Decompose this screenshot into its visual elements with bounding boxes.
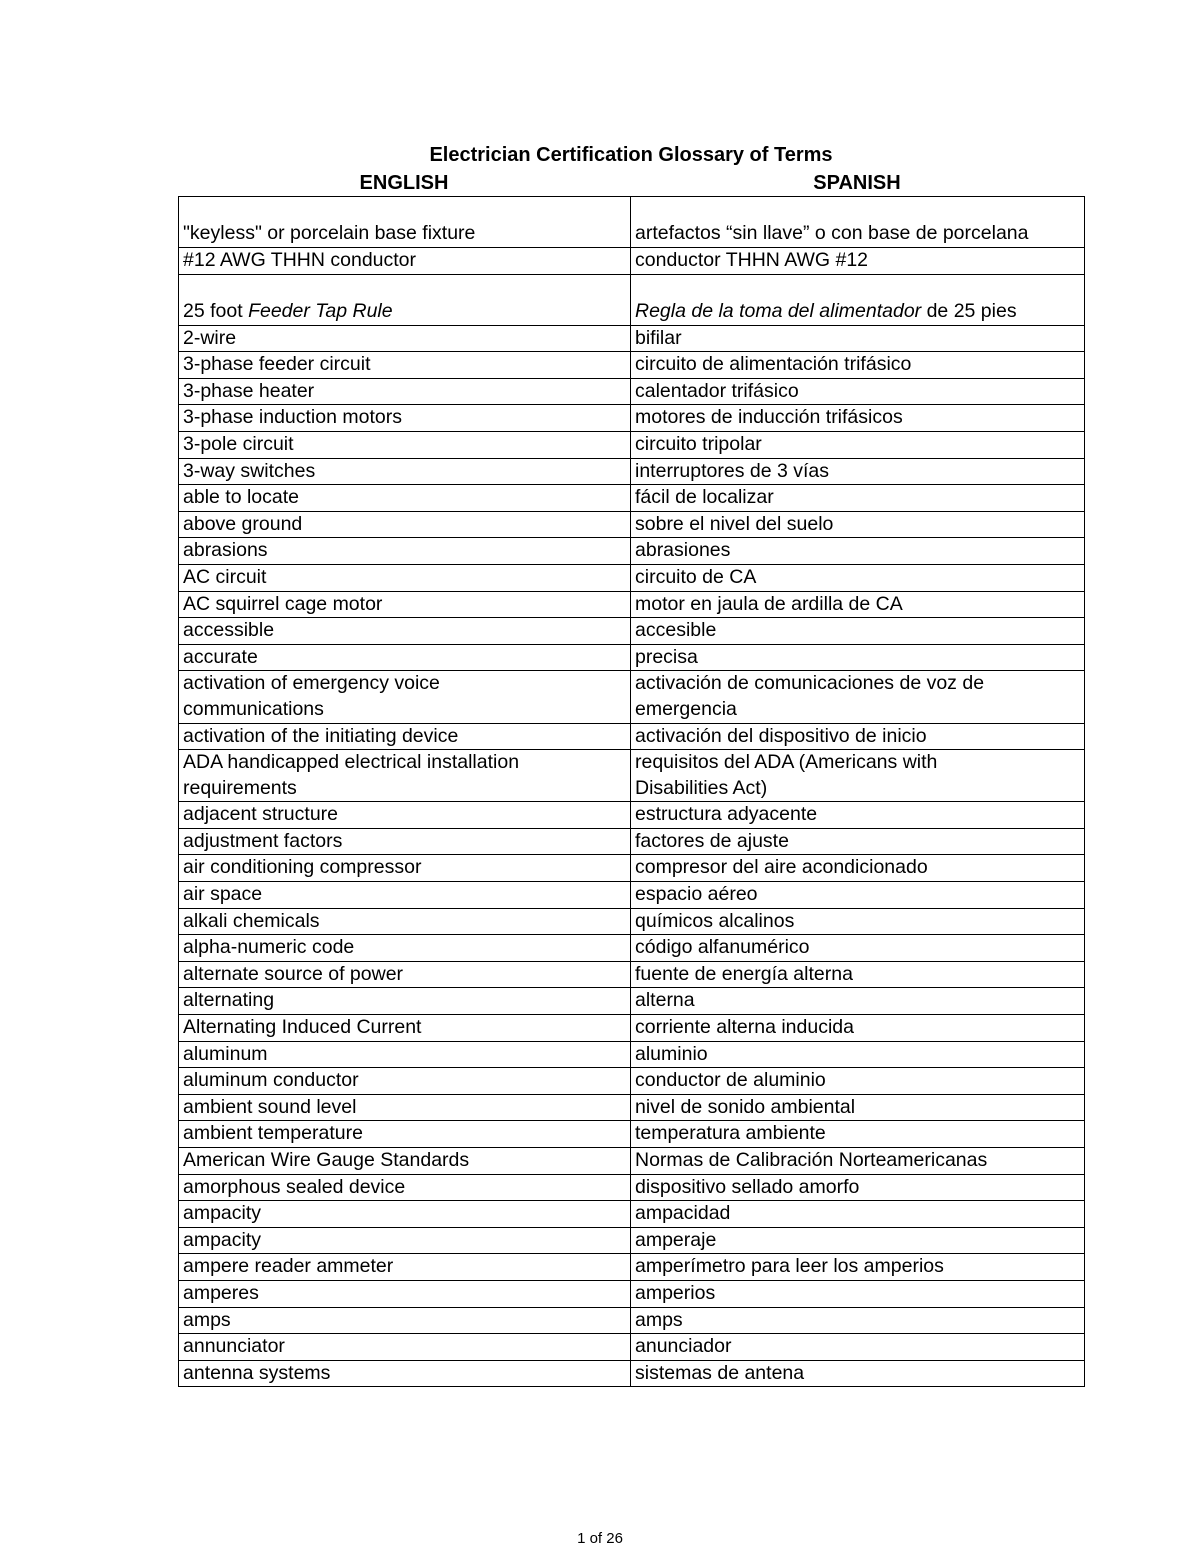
table-row [179,1094,1085,1121]
table-row [179,644,1085,671]
table-row [179,1360,1085,1387]
table-row [179,1121,1085,1148]
english-term: able to locate [179,485,631,512]
table-row [179,1041,1085,1068]
english-term: activation of the initiating device [179,723,631,750]
table-row [179,591,1085,618]
table-row [179,802,1085,829]
table-row [179,197,1085,248]
english-term: abrasions [179,538,631,565]
spanish-term: circuito tripolar [631,431,1085,458]
term-line: requisitos del ADA (Americans with [635,751,938,774]
spanish-term: código alfanumérico [631,935,1085,962]
table-row [179,855,1085,882]
table-row [179,1148,1085,1175]
term-text: de 25 pies [921,300,1017,322]
spanish-term: precisa [631,644,1085,671]
spanish-term: fácil de localizar [631,485,1085,512]
english-term: AC circuit [179,564,631,591]
table-row [179,1015,1085,1042]
english-term: amperes [179,1280,631,1307]
english-term: ampere reader ammeter [179,1254,631,1281]
spanish-term: amperímetro para leer los amperios [631,1254,1085,1281]
spanish-term: circuito de CA [631,564,1085,591]
spanish-term [631,750,1085,802]
spanish-term: motores de inducción trifásicos [631,405,1085,432]
spanish-term: químicos alcalinos [631,908,1085,935]
table-row [179,882,1085,909]
column-headers [178,170,1084,197]
spanish-term: bifilar [631,325,1085,352]
spanish-term: calentador trifásico [631,378,1085,405]
english-term: ambient temperature [179,1121,631,1148]
english-term: accessible [179,618,631,645]
spanish-term: conductor de aluminio [631,1068,1085,1095]
english-term: adjacent structure [179,802,631,829]
english-term: air space [179,882,631,909]
spanish-term: ampacidad [631,1201,1085,1228]
spanish-term: aluminio [631,1041,1085,1068]
spanish-term: interruptores de 3 vías [631,458,1085,485]
spanish-term: sistemas de antena [631,1360,1085,1387]
spanish-term: alterna [631,988,1085,1015]
table-row [179,564,1085,591]
english-term: alkali chemicals [179,908,631,935]
table-row [179,405,1085,432]
spanish-term: motor en jaula de ardilla de CA [631,591,1085,618]
english-term: alpha-numeric code [179,935,631,962]
column-header-spanish: SPANISH [813,172,901,194]
spanish-term: amperaje [631,1227,1085,1254]
english-term: antenna systems [179,1360,631,1387]
table-row [179,1307,1085,1334]
spanish-term: activación del dispositivo de inicio [631,723,1085,750]
spanish-term: circuito de alimentación trifásico [631,352,1085,379]
english-term [179,274,631,325]
english-term: ampacity [179,1201,631,1228]
english-term: alternating [179,988,631,1015]
english-term: aluminum [179,1041,631,1068]
table-row [179,1254,1085,1281]
table-row [179,325,1085,352]
table-row [179,935,1085,962]
page-number: 1 of 26 [577,1530,623,1547]
spanish-term: corriente alterna inducida [631,1015,1085,1042]
english-term: #12 AWG THHN conductor [179,248,631,275]
spanish-term: sobre el nivel del suelo [631,511,1085,538]
spanish-term: estructura adyacente [631,802,1085,829]
english-term: 3-phase induction motors [179,405,631,432]
spanish-term: artefactos “sin llave” o con base de porcelana [631,197,1085,248]
english-term: amps [179,1307,631,1334]
spanish-term: dispositivo sellado amorfo [631,1174,1085,1201]
term-line: requirements [183,776,297,799]
spanish-term [631,671,1085,723]
english-term: "keyless" or porcelain base fixture [179,197,631,248]
table-row [179,1280,1085,1307]
english-term: ambient sound level [179,1094,631,1121]
english-term: 3-phase feeder circuit [179,352,631,379]
spanish-term: abrasiones [631,538,1085,565]
table-row [179,1334,1085,1361]
spanish-term: accesible [631,618,1085,645]
spanish-term: amps [631,1307,1085,1334]
table-row [179,274,1085,325]
english-term: 2-wire [179,325,631,352]
english-term: aluminum conductor [179,1068,631,1095]
table-row [179,485,1085,512]
english-term: alternate source of power [179,961,631,988]
table-row [179,961,1085,988]
spanish-term: espacio aéreo [631,882,1085,909]
table-row [179,618,1085,645]
spanish-term: fuente de energía alterna [631,961,1085,988]
spanish-term: nivel de sonido ambiental [631,1094,1085,1121]
english-term: AC squirrel cage motor [179,591,631,618]
table-row [179,671,1085,723]
glossary-table [178,196,1085,1387]
table-row [179,1227,1085,1254]
term-line: Disabilities Act) [635,776,768,799]
spanish-term: Normas de Calibración Norteamericanas [631,1148,1085,1175]
english-term: above ground [179,511,631,538]
spanish-term: temperatura ambiente [631,1121,1085,1148]
english-term: ampacity [179,1227,631,1254]
table-row [179,378,1085,405]
table-row [179,248,1085,275]
spanish-term [631,274,1085,325]
spanish-term: amperios [631,1280,1085,1307]
table-row [179,1201,1085,1228]
table-row [179,750,1085,802]
spanish-term: factores de ajuste [631,828,1085,855]
spanish-term: anunciador [631,1334,1085,1361]
english-term: accurate [179,644,631,671]
table-row [179,431,1085,458]
table-row [179,458,1085,485]
english-term: annunciator [179,1334,631,1361]
english-term: 3-pole circuit [179,431,631,458]
spanish-term: conductor THHN AWG #12 [631,248,1085,275]
spanish-term: compresor del aire acondicionado [631,855,1085,882]
term-text: 25 foot [183,300,249,322]
table-row [179,1068,1085,1095]
table-row [179,723,1085,750]
english-term: Alternating Induced Current [179,1015,631,1042]
term-italic: Feeder Tap Rule [248,300,393,322]
table-row [179,511,1085,538]
english-term: air conditioning compressor [179,855,631,882]
table-row [179,538,1085,565]
english-term: American Wire Gauge Standards [179,1148,631,1175]
document-title: Electrician Certification Glossary of Terms [429,144,833,166]
term-line: activation of emergency voice [183,672,440,695]
term-italic: Regla de la toma del alimentador [635,300,922,322]
table-row [179,828,1085,855]
table-row [179,1174,1085,1201]
english-term [179,671,631,723]
term-line: activación de comunicaciones de voz de [635,672,985,695]
english-term: 3-way switches [179,458,631,485]
column-header-english: ENGLISH [359,172,449,194]
term-line: ADA handicapped electrical installation [183,751,520,774]
table-row [179,352,1085,379]
english-term: 3-phase heater [179,378,631,405]
english-term: amorphous sealed device [179,1174,631,1201]
english-term [179,750,631,802]
term-line: emergencia [635,697,737,720]
table-row [179,908,1085,935]
term-line: communications [183,697,324,720]
table-row [179,988,1085,1015]
english-term: adjustment factors [179,828,631,855]
